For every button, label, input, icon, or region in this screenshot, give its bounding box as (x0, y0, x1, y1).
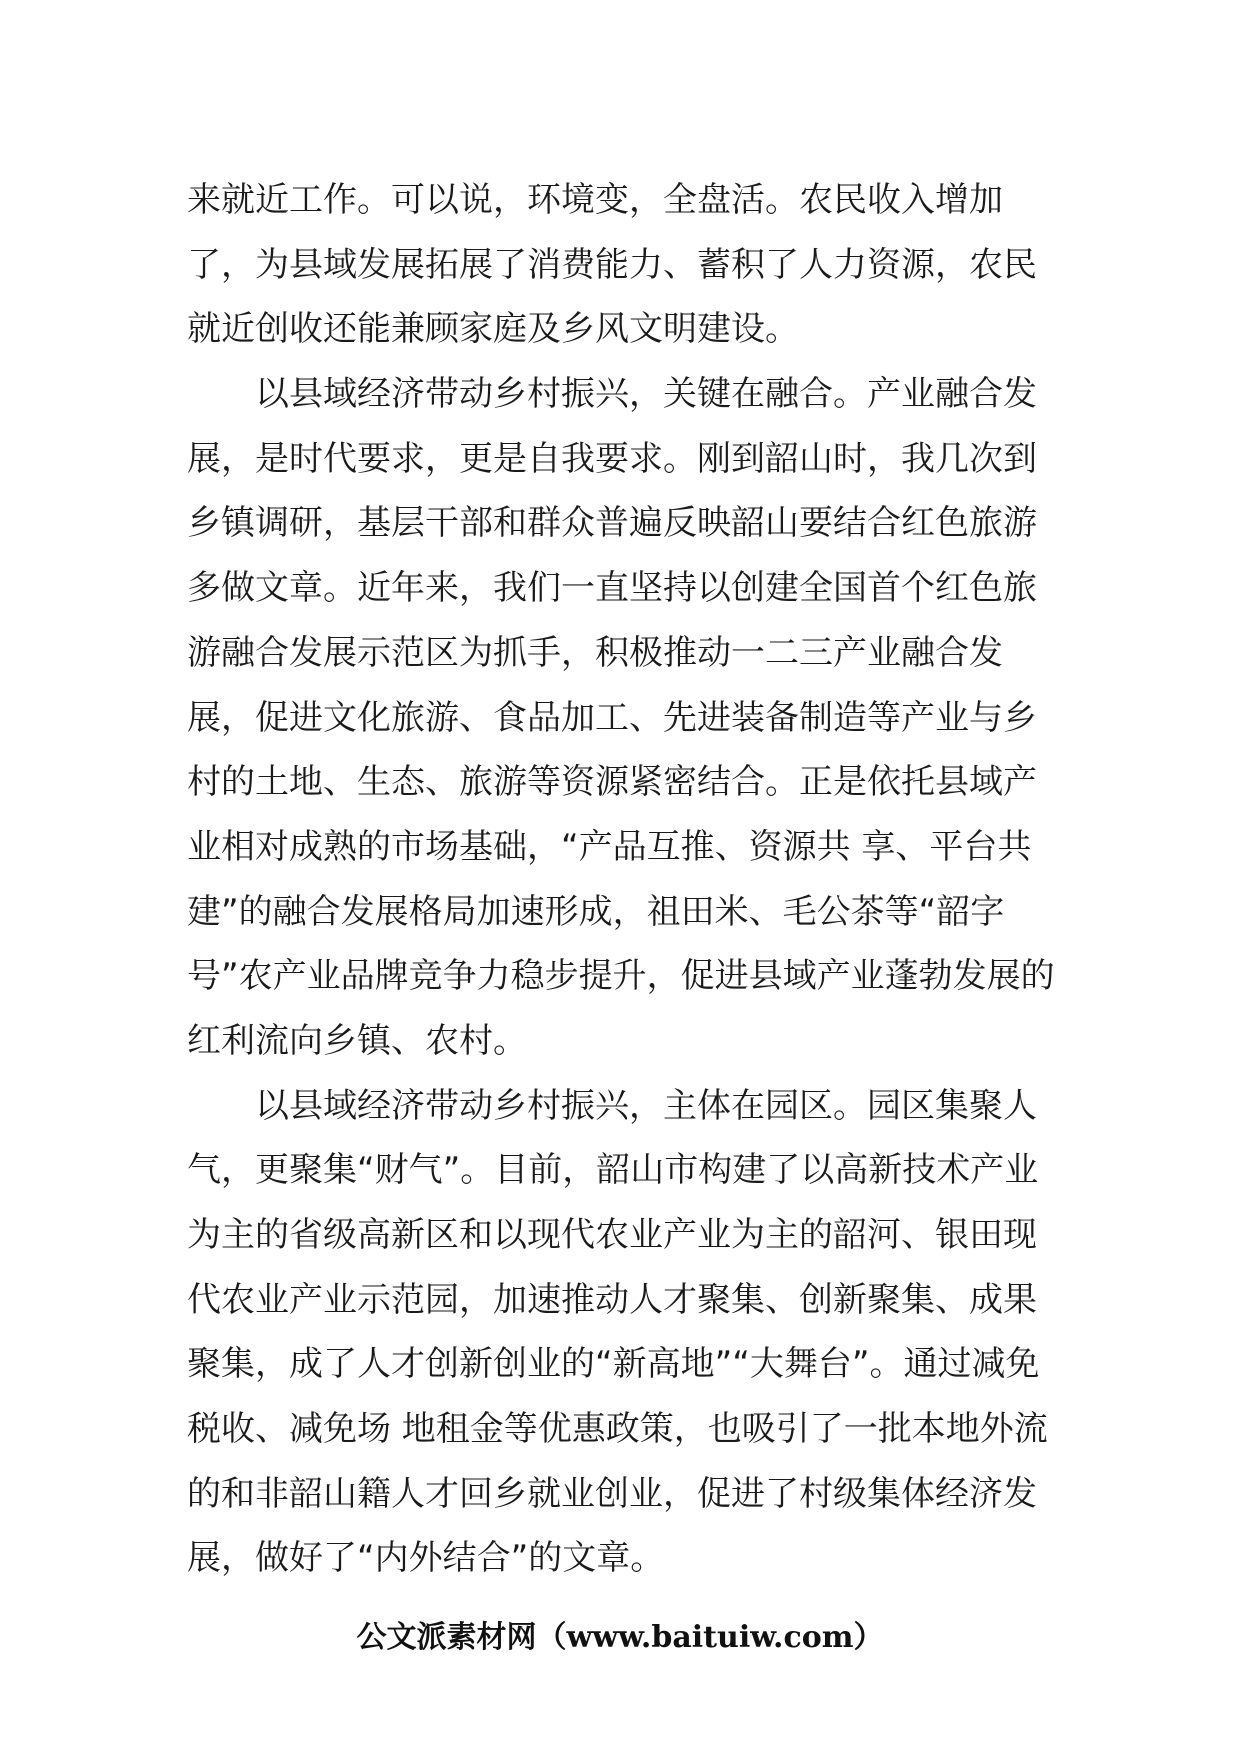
text-line: 了，为县域发展拓展了消费能力、蓄积了人力资源，农民 (187, 244, 1037, 285)
text-line: 多做文章。近年来，我们一直坚持以创建全国首个红色旅 (187, 568, 1037, 609)
text-line: 业相对成熟的市场基础，“产品互推、资源共 享、平台共 (187, 826, 1032, 867)
text-line: 游融合发展示范区为抓手，积极推动一二三产业融合发 (187, 632, 1003, 673)
text-line: 为主的省级高新区和以现代农业产业为主的韶河、银田现 (187, 1215, 1037, 1255)
text-line: 税收、减免场 地租金等优惠政策，也吸引了一批本地外流 (187, 1409, 1048, 1450)
text-line: 号”农产业品牌竞争力稳步提升，促进县域产业蓬勃发展的 (187, 956, 1055, 997)
text-line: 展，促进文化旅游、食品加工、先进装备制造等产业与乡 (187, 697, 1037, 738)
text-line: 的和非韶山籍人才回乡就业创业，促进了村级集体经济发 (187, 1473, 1037, 1514)
text-line: 红利流向乡镇、农村。 (187, 1020, 527, 1061)
footer-watermark: 公文派素材网（www.baituiw.com） (356, 1620, 884, 1655)
text-line: 以县域经济带动乡村振兴，主体在园区。园区集聚人 (255, 1085, 1037, 1126)
text-line: 展，是时代要求，更是自我要求。刚到韶山时，我几次到 (187, 438, 1037, 479)
text-line: 代农业产业示范园，加速推动人才聚集、创新聚集、成果 (187, 1279, 1037, 1320)
text-line: 聚集，成了人才创新创业的“新高地”“大舞台”。通过减免 (187, 1344, 1040, 1385)
text-line: 就近创收还能兼顾家庭及乡风文明建设。 (187, 309, 799, 350)
text-line: 展，做好了“内外结合”的文章。 (187, 1538, 665, 1579)
text-line: 以县域经济带动乡村振兴，关键在融合。产业融合发 (255, 374, 1037, 415)
text-line: 气，更聚集“财气”。目前，韶山市构建了以高新技术产业 (187, 1150, 1039, 1191)
text-line: 建”的融合发展格局加速形成，祖田米、毛公茶等“韶字 (187, 891, 1005, 932)
text-line: 来就近工作。可以说，环境变，全盘活。农民收入增加 (187, 180, 1003, 220)
text-line: 乡镇调研，基层干部和群众普遍反映韶山要结合红色旅游 (187, 503, 1037, 544)
text-line: 村的土地、生态、旅游等资源紧密结合。正是依托县域产 (187, 762, 1037, 803)
article-body (187, 168, 1067, 1591)
